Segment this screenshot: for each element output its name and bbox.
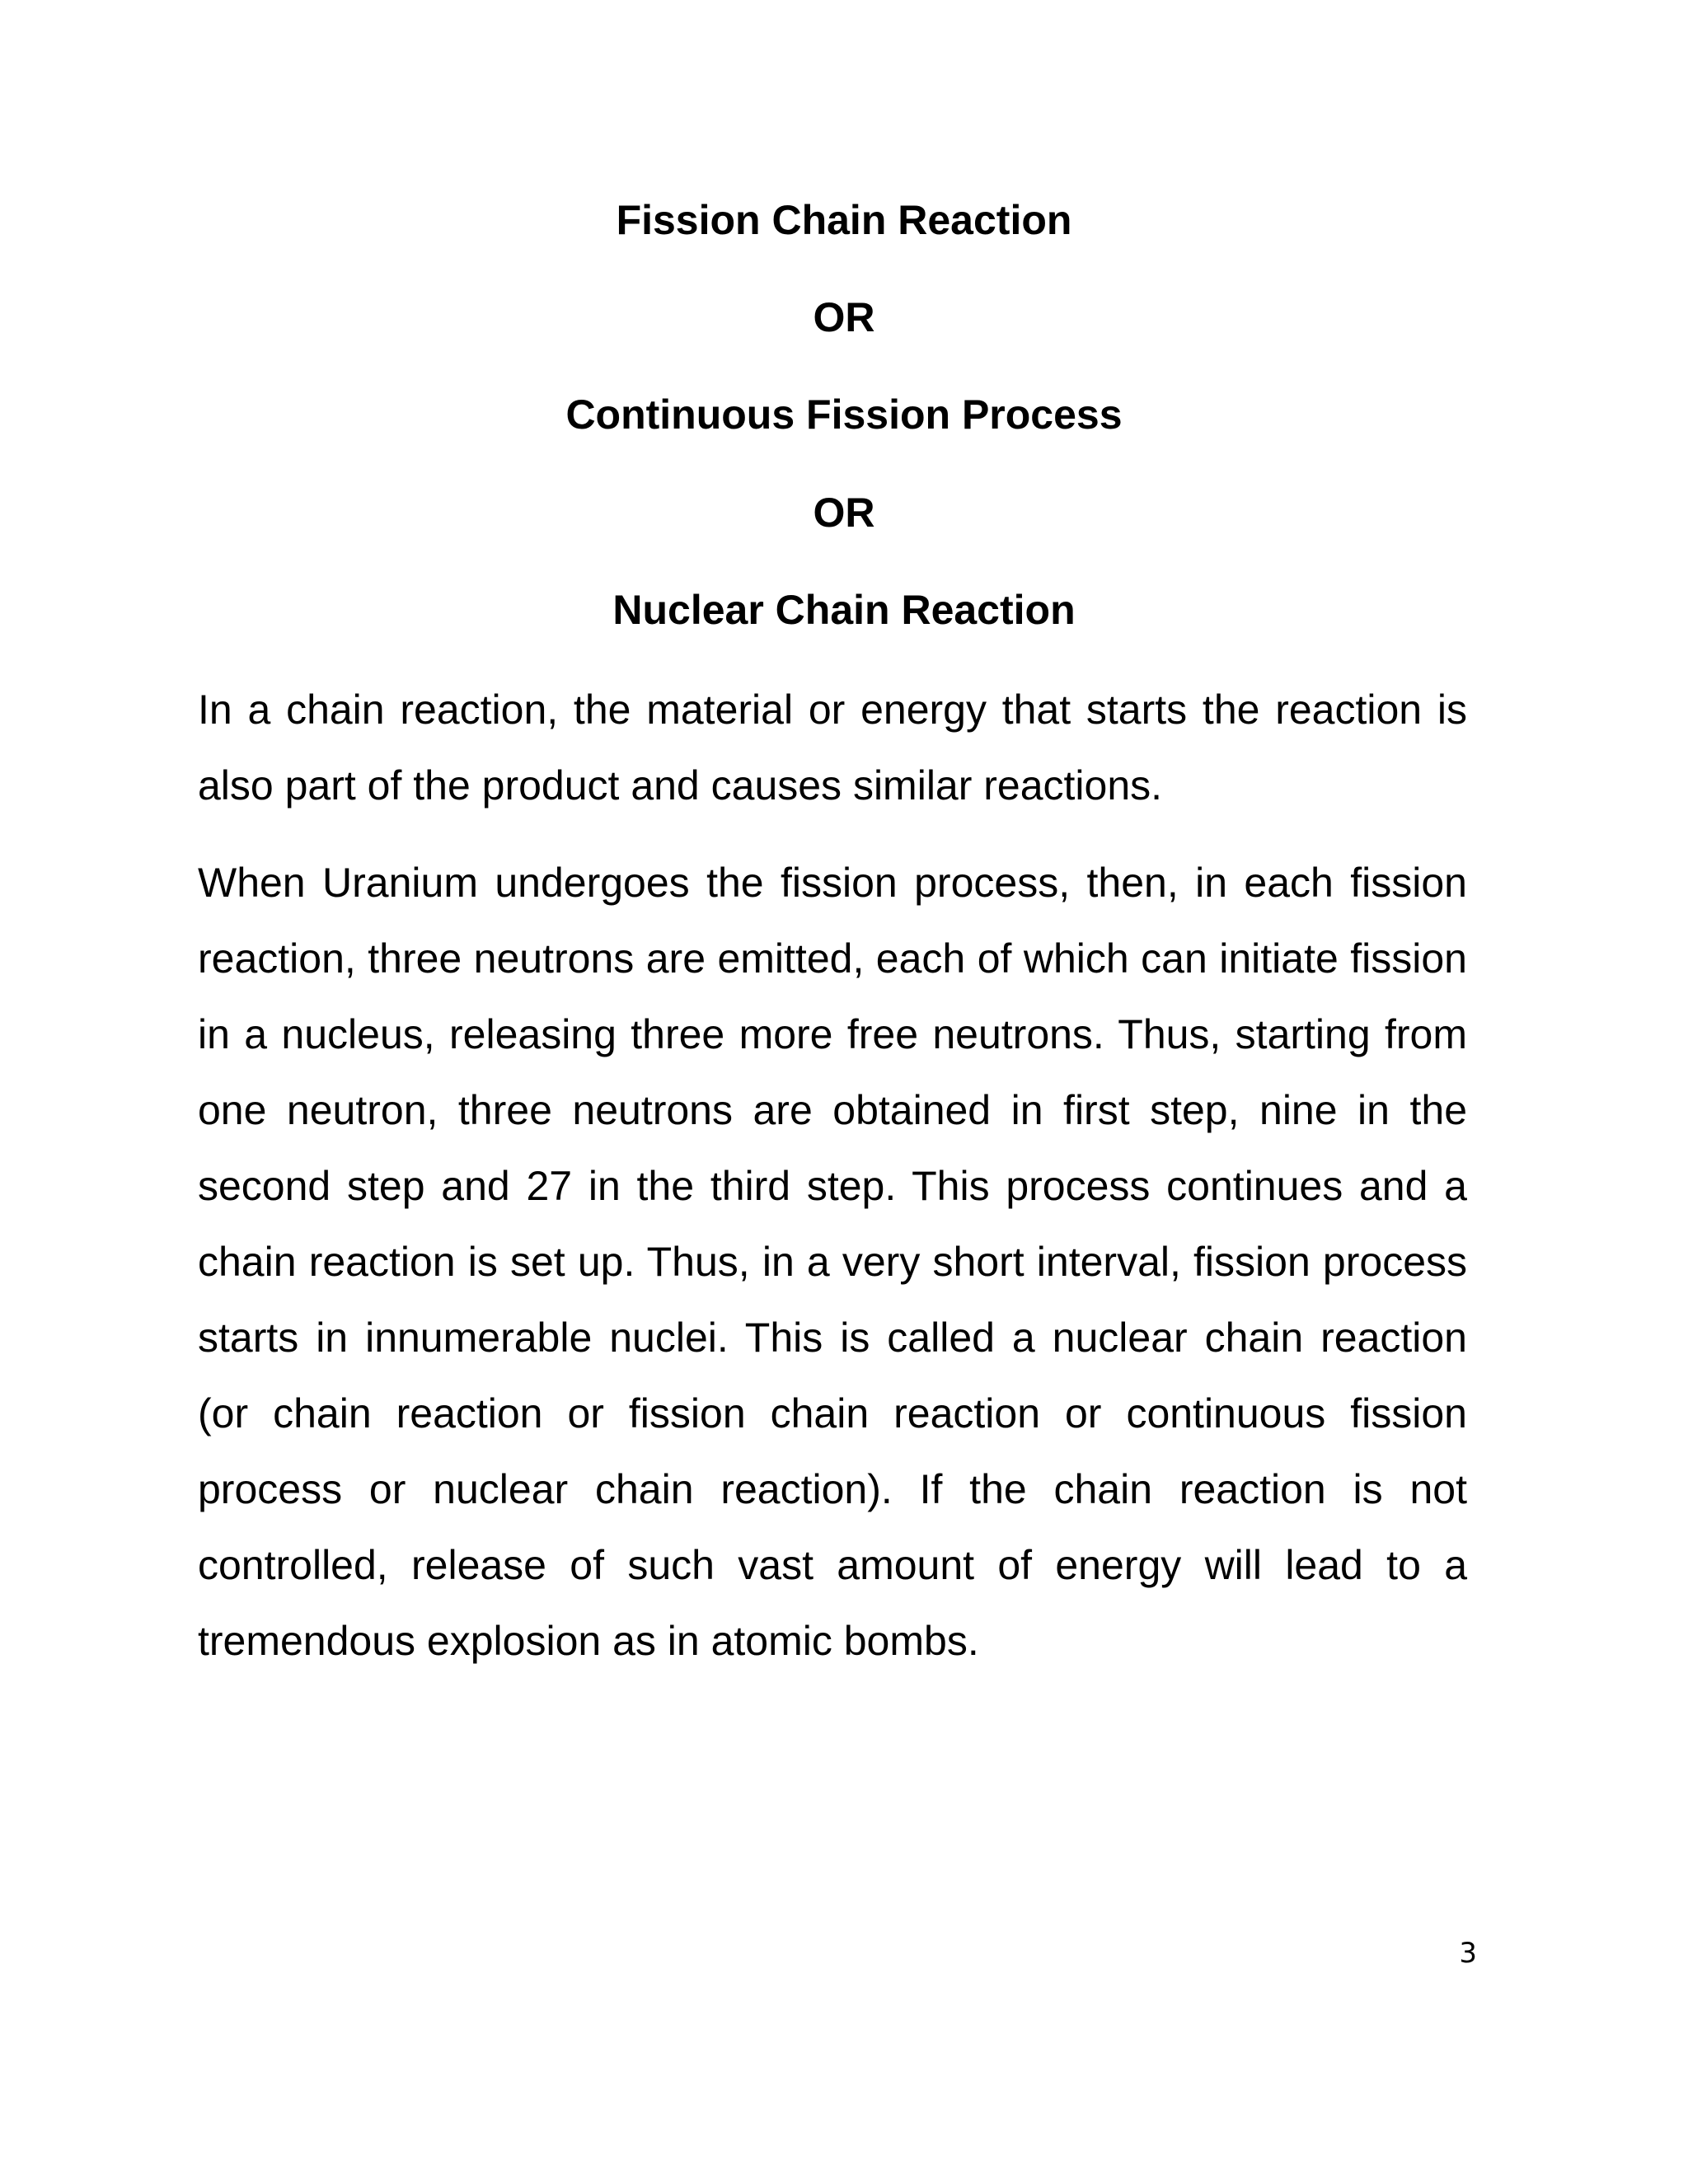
title-fission-chain-reaction: Fission Chain Reaction	[616, 197, 1072, 243]
title-continuous-fission-process: Continuous Fission Process	[565, 391, 1123, 438]
paragraph-explanation: When Uranium undergoes the fission process, then, in each fission reaction, three neutrons are emitted, each of which can initiate fission in a nucleus, releasing three more free neutrons. Thus, starting from one neutron, three neutrons are obtained in first step, nine in the second step and 27 in the third step. This process continues and a chain reaction is set up. Thus, in a very short interval, fission process starts in innumerable nuclei. This is called a nuclear chain reaction (or chain reaction or fission chain reaction or continuous fission process or nuclear chain reaction). If the chain reaction is not controlled, release of such vast amount of energy will lead to a tremendous explosion as in atomic bombs.	[198, 860, 1467, 1664]
title-separator-or-2: OR	[813, 490, 875, 536]
paragraph-definition: In a chain reaction, the material or energy that starts the reaction is also part of the product and causes similar reactions.	[198, 687, 1467, 808]
title-separator-or-1: OR	[813, 294, 875, 340]
title-nuclear-chain-reaction: Nuclear Chain Reaction	[612, 587, 1076, 633]
page-number: 3	[1459, 1937, 1477, 1970]
